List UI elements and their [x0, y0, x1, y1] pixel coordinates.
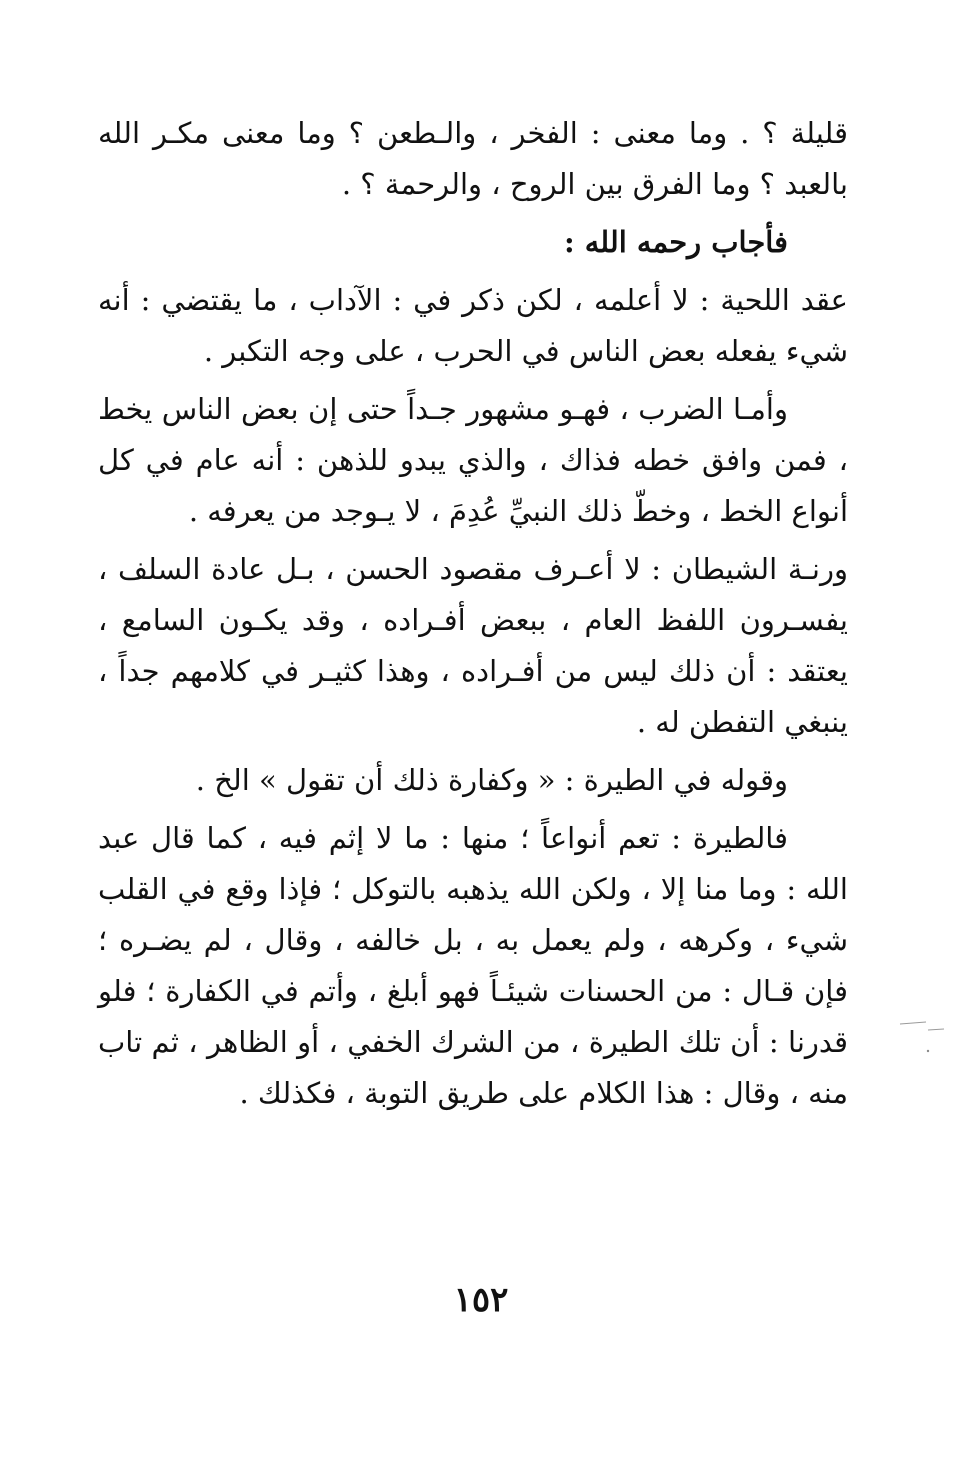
- page-number: ١٥٢: [453, 1280, 509, 1320]
- page-body: [98, 108, 848, 1126]
- tiyara-quote-paragraph: وقوله في الطيرة : « وكفارة ذلك أن تقول » الخ .: [195, 763, 788, 797]
- margin-scan-mark: [898, 1018, 948, 1058]
- sand-writing-paragraph: وأمـا الضرب ، فهـو مشهور جـداً حتى إن بعض الناس يخط ، فمن وافق خطه فذاك ، والذي يبدو للذهن : أنه عام في كل أنواع الخط ، وخطّ ذلك النبيِّ عُدِمَ ، لا يـوجد من يعرفه .: [98, 392, 848, 528]
- question-paragraph: قليلة ؟ . وما معنى : الفخر ، والـطعن ؟ وما معنى مكـر الله بالعبد ؟ وما الفرق بين الروح ، والرحمة ؟ .: [98, 116, 848, 201]
- satan-wail-paragraph: ورنـة الشيطان : لا أعـرف مقصود الحسن ، بـل عادة السلف ، يفسـرون اللفظ العام ، ببعض أفـراده ، وقد يكـون السامع ، يعتقد : أن ذلك ليس من أفـراده ، وهذا كثيـر في كلامهم جداً ، ينبغي التفطن له .: [98, 552, 848, 739]
- tiyara-explanation-paragraph: فالطيرة : تعم أنواعاً ؛ منها : ما لا إثم فيه ، كما قال عبد الله : وما منا إلا ، ولكن الله يذهبه بالتوكل ؛ فإذا وقع في القلب شيء ، وكرهه ، ولم يعمل به ، بل خالفه ، وقال ، لم يضـره ؛ فإن قـال : من الحسنات شيئـاً فهو أبلغ ، وأتم في الكفارة ؛ فلو قدرنا : أن تلك الطيرة ، من الشرك الخفي ، أو الظاهر ، ثم تاب منه ، وقال : هذا الكلام على طريق التوبة ، فكذلك .: [98, 821, 848, 1110]
- beard-knot-paragraph: عقد اللحية : لا أعلمه ، لكن ذكر في : الآداب ، ما يقتضي : أنه شيء يفعله بعض الناس في الحرب ، على وجه التكبر .: [98, 283, 848, 368]
- answer-heading: فأجاب رحمه الله :: [563, 225, 788, 259]
